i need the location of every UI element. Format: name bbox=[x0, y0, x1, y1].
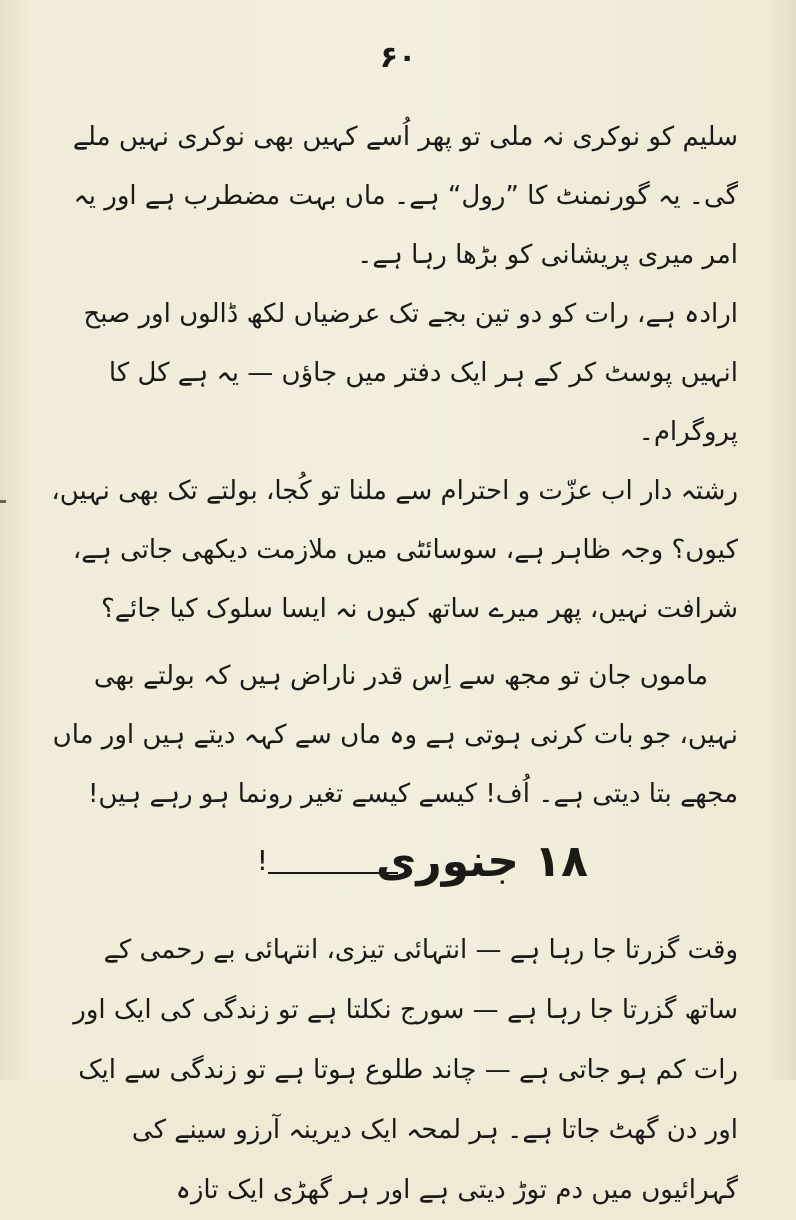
date-heading bbox=[48, 836, 738, 916]
paragraph-4: ماموں جان تو مجھ سے اِس قدر ناراض ہیں کہ بولتے بھی نہیں، جو بات کرنی ہوتی ہے وہ ماں سے کہہ دیتے ہیں اور ماں مجھے بتا دیتی ہے۔ اُف! کیسے کیسے تغیر رونما ہو رہے ہیں! bbox=[52, 661, 738, 809]
paragraph-3: رشتہ دار اب عزّت و احترام سے ملنا تو کُجا، بولتے تک بھی نہیں، کیوں؟ وجہ ظاہر ہے، سوسائٹی میں ملازمت دیکھی جاتی ہے، شرافت نہیں، پھر میرے ساتھ کیوں نہ ایسا سلوک کیا جائے؟ bbox=[51, 476, 738, 624]
page-number: ۶۰ bbox=[379, 40, 417, 75]
page-body bbox=[48, 108, 738, 1220]
heading-rule bbox=[268, 872, 398, 874]
paragraph-5: وقت گزرتا جا رہا ہے — انتہائی تیزی، انتہائی بے رحمی کے ساتھ گزرتا جا رہا ہے — سورج نکلتا ہے تو زندگی کی ایک اور رات کم ہو جاتی ہے — چاند طلوع ہوتا ہے تو زندگی سے ایک اور دن گھٹ جاتا ہے۔ ہر لمحہ ایک دیرینہ آرزو سینے کی گہرائیوں میں دم توڑ دیتی ہے اور ہر گھڑی ایک تازہ bbox=[73, 935, 738, 1205]
date-heading-text: ۱۸ جنوری bbox=[376, 836, 588, 887]
heading-exclamation: ! bbox=[256, 844, 268, 877]
page-edge-mark bbox=[0, 500, 6, 503]
paragraph-1: سلیم کو نوکری نہ ملی تو پھر اُسے کہیں بھی نوکری نہیں ملے گی۔ یہ گورنمنٹ کا ”رول“ ہے۔ ماں بہت مضطرب ہے اور یہ امر میری پریشانی کو بڑھا رہا ہے۔ bbox=[72, 122, 738, 270]
paragraph-2: ارادہ ہے، رات کو دو تین بجے تک عرضیاں لکھ ڈالوں اور صبح انہیں پوسٹ کر کے ہر ایک دفتر میں جاؤں — یہ ہے کل کا پروگرام۔ bbox=[83, 299, 738, 447]
